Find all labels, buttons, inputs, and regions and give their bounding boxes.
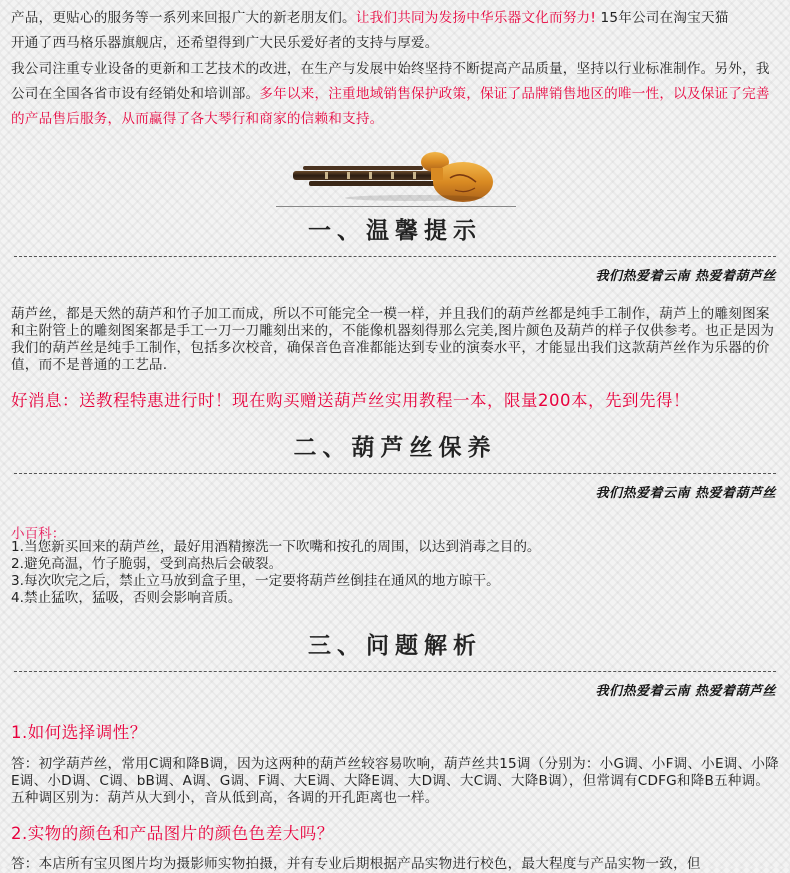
slogan: 我们热爱着云南 热爱着葫芦丝 bbox=[595, 684, 776, 699]
intro-paragraph-2 bbox=[11, 57, 779, 132]
image-underline bbox=[276, 206, 516, 207]
faq-question-2: 2.实物的颜色和产品图片的颜色色差大吗？ bbox=[11, 824, 334, 843]
list-item: 3.每次吹完之后，禁止立马放到盒子里，一定要将葫芦丝倒挂在通风的地方晾干。 bbox=[11, 573, 500, 589]
intro-paragraph-1 bbox=[11, 6, 779, 56]
list-item: 2.避免高温，竹子脆弱，受到高热后会破裂。 bbox=[11, 556, 283, 572]
intro-highlight: 让我们共同为发扬中华乐器文化而努力! bbox=[355, 10, 596, 26]
section-divider bbox=[14, 473, 776, 474]
section-divider bbox=[14, 671, 776, 672]
hulusi-image bbox=[285, 150, 505, 206]
promo-text: 好消息：送教程特惠进行时！现在购买赠送葫芦丝实用教程一本，限量200本，先到先得！ bbox=[11, 391, 690, 410]
slogan: 我们热爱着云南 热爱着葫芦丝 bbox=[595, 486, 776, 501]
tips-body: 葫芦丝，都是天然的葫芦和竹子加工而成，所以不可能完全一模一样，并且我们的葫芦丝都是纯手工制作，葫芦上的雕刻图案和主附管上的雕刻图案都是手工一刀一刀雕刻出来的，不能像机器刻得那么完美,图片颜色及葫芦的样子仅供参考。也正是因为我们的葫芦丝是纯手工制作，包括多次校音，确保音色音准都能达到专业的演奏水平，才能显出我们这款葫芦丝作为乐器的价值，而不是普通的工艺品. bbox=[11, 306, 775, 373]
faq-answer-2: 答：本店所有宝贝图片均为摄影师实物拍摄，并有专业后期根据产品实物进行校色，最大程度与产品实物一致，但 bbox=[11, 856, 701, 872]
list-item: 4.禁止猛吹，猛吸，否则会影响音质。 bbox=[11, 590, 242, 606]
intro-p2-text: 我公司注重专业设备的更新和工艺技术的改进，在生产与发展中始终坚持不断提高产品质量，坚持以行业标准制作。另外，我公司在全国各省市设有经销处和培训部。 bbox=[11, 61, 770, 102]
faq-answer-1: 答：初学葫芦丝，常用C调和降B调，因为这两种的葫芦丝较容易吹响，葫芦丝共15调（分别为：小G调、小F调、小E调、小降E调、小D调、C调、bB调、A调、G调、F调、大E调、大降E调、大D调、大C调、大降B调），但常调有CDFG和降B五种调。五种调区别为：葫芦从大到小，音从低到高，各调的开孔距离也一样。 bbox=[11, 756, 779, 806]
encyclopedia-label: 小百科： bbox=[11, 526, 66, 542]
section-heading-faq: 三、问题解析 bbox=[308, 632, 482, 659]
faq-question-1: 1.如何选择调性？ bbox=[11, 723, 147, 742]
slogan: 我们热爱着云南 热爱着葫芦丝 bbox=[595, 269, 776, 284]
intro-text: 产品，更贴心的服务等一系列来回报广大的新老朋友们。 bbox=[11, 10, 356, 26]
section-divider bbox=[14, 256, 776, 257]
section-heading-tips: 一、温馨提示 bbox=[308, 217, 482, 244]
intro-text-line2: 开通了西马格乐器旗舰店，还希望得到广大民乐爱好者的支持与厚爱。 bbox=[11, 35, 439, 51]
intro-text-tail: 15年公司在淘宝天猫 bbox=[596, 10, 729, 26]
care-list bbox=[11, 539, 779, 607]
intro-p2-highlight: 多年以来，注重地域销售保护政策，保证了品牌销售地区的唯一性，以及保证了完善的产品售后服务，从而赢得了各大琴行和商家的信赖和支持。 bbox=[11, 86, 770, 127]
section-heading-care: 二、葫芦丝保养 bbox=[293, 434, 497, 461]
list-item: 1.当您新买回来的葫芦丝，最好用酒精擦洗一下吹嘴和按孔的周围，以达到消毒之目的。 bbox=[11, 539, 541, 555]
